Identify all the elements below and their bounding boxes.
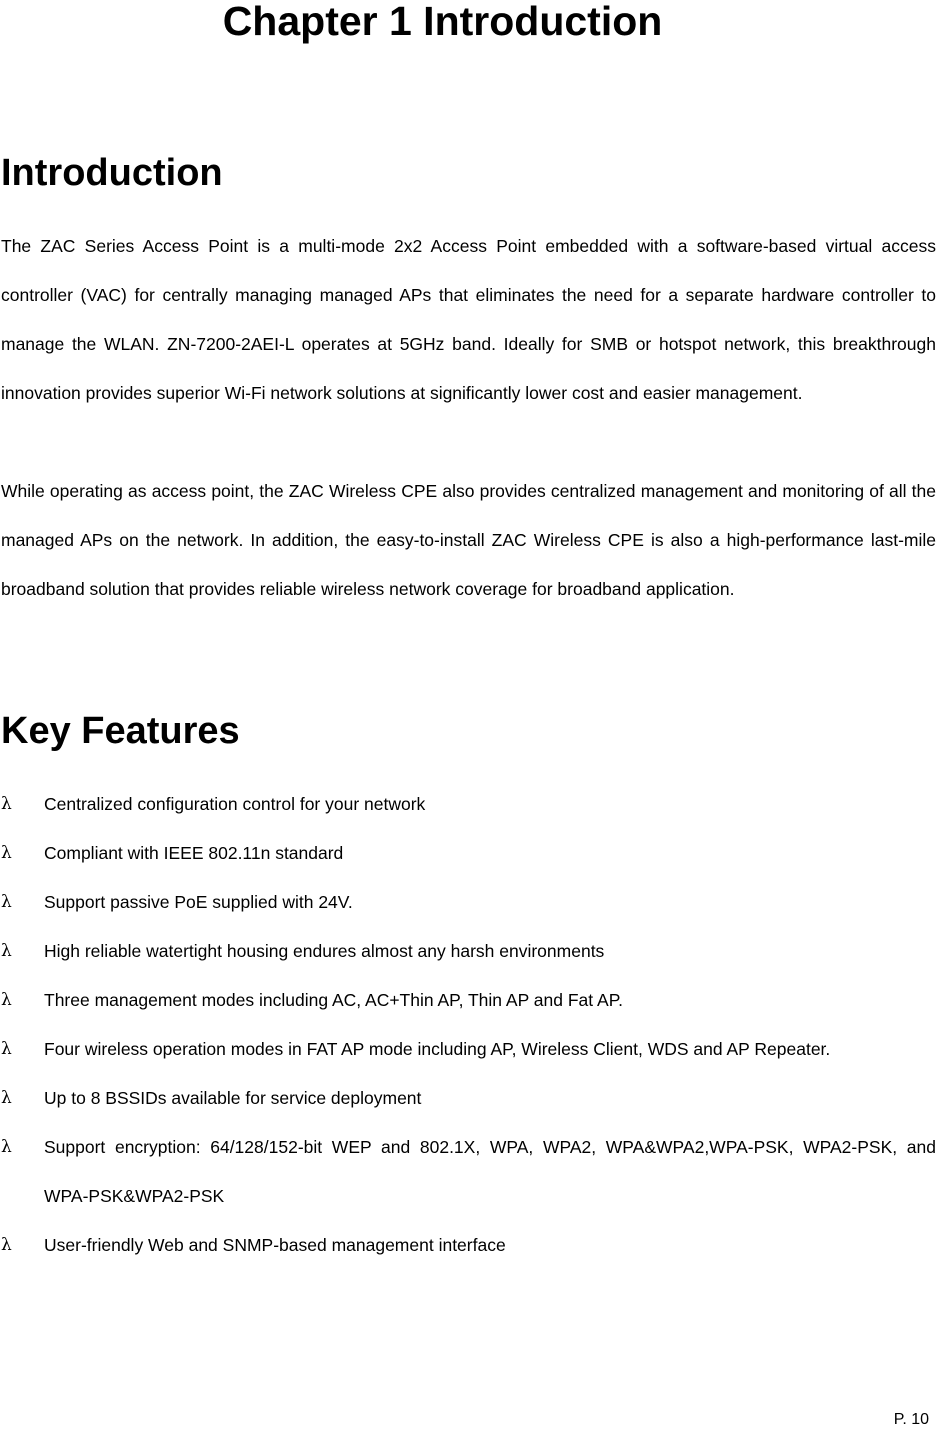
section-heading-key-features: Key Features	[1, 710, 240, 752]
feature-text: Compliant with IEEE 802.11n standard	[44, 843, 344, 863]
chapter-title: Chapter 1 Introduction	[222, 0, 663, 44]
page-number: P. 10	[893, 1411, 929, 1428]
feature-item	[1, 927, 936, 976]
feature-text: Three management modes including AC, AC+Thin AP, Thin AP and Fat AP.	[44, 990, 624, 1010]
lambda-bullet-icon: λ	[1, 990, 12, 1010]
feature-text: High reliable watertight housing endures almost any harsh environments	[44, 941, 605, 961]
feature-text: Support passive PoE supplied with 24V.	[44, 892, 353, 912]
lambda-bullet-icon: λ	[1, 843, 12, 863]
feature-item	[1, 1123, 936, 1221]
intro-paragraph-1: The ZAC Series Access Point is a multi-mode 2x2 Access Point embedded with a software-based virtual access controller (VAC) for centrally managing managed APs that eliminates the need for a separate hardware controller to manage the WLAN. ZN-7200-2AEI-L operates at 5GHz band. Ideally for SMB or hotspot network, this breakthrough innovation provides superior Wi-Fi network solutions at significantly lower cost and easier management.	[1, 236, 936, 403]
lambda-bullet-icon: λ	[1, 941, 12, 961]
feature-item	[1, 1074, 936, 1123]
feature-item	[1, 1025, 936, 1074]
feature-item	[1, 1221, 936, 1270]
feature-text: Four wireless operation modes in FAT AP mode including AP, Wireless Client, WDS and AP Repeater.	[44, 1039, 831, 1059]
feature-text: Centralized configuration control for your network	[44, 794, 426, 814]
feature-item	[1, 780, 936, 829]
lambda-bullet-icon: λ	[1, 892, 12, 912]
intro-paragraph-2: While operating as access point, the ZAC Wireless CPE also provides centralized management and monitoring of all the managed APs on the network. In addition, the easy-to-install ZAC Wireless CPE is also a high-performance last-mile broadband solution that provides reliable wireless network coverage for broadband application.	[1, 481, 936, 599]
lambda-bullet-icon: λ	[1, 1039, 12, 1059]
key-features-list	[1, 780, 936, 1270]
lambda-bullet-icon: λ	[1, 1235, 12, 1255]
lambda-bullet-icon: λ	[1, 1088, 12, 1108]
lambda-bullet-icon: λ	[1, 1137, 12, 1157]
section-heading-introduction: Introduction	[1, 152, 223, 194]
feature-item	[1, 829, 936, 878]
feature-text: User-friendly Web and SNMP-based management interface	[44, 1235, 506, 1255]
feature-text: Support encryption: 64/128/152-bit WEP and 802.1X, WPA, WPA2, WPA&WPA2,WPA-PSK, WPA2-PSK, and WPA-PSK&WPA2-PSK	[44, 1137, 936, 1206]
feature-text: Up to 8 BSSIDs available for service deployment	[44, 1088, 422, 1108]
feature-item	[1, 976, 936, 1025]
lambda-bullet-icon: λ	[1, 794, 12, 814]
feature-item	[1, 878, 936, 927]
